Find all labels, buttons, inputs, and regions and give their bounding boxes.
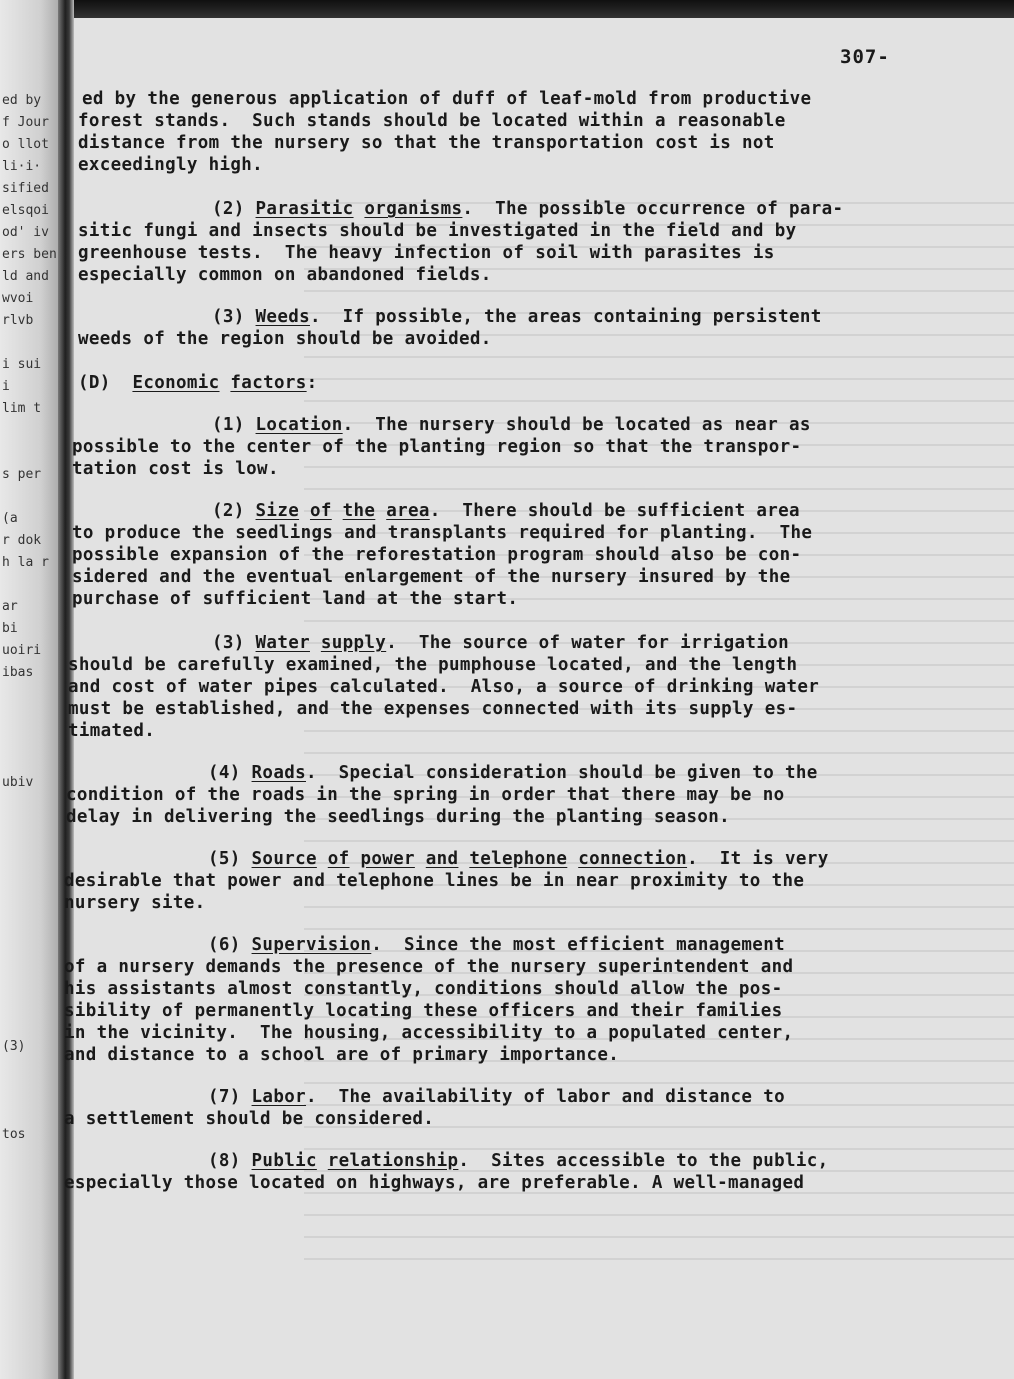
facing-page-fragment bbox=[2, 486, 58, 508]
facing-page-fragment bbox=[2, 1058, 58, 1080]
section-heading-parasitic: (2) Parasitic organisms. The possible occurrence of para- bbox=[212, 199, 844, 219]
facing-page-fragment: (3) bbox=[2, 1039, 26, 1054]
text-line: and cost of water pipes calculated. Also, a source of drinking water bbox=[68, 677, 820, 697]
facing-page-fragment: elsqoi bbox=[2, 203, 49, 218]
text-line: especially common on abandoned fields. bbox=[78, 265, 492, 285]
facing-page-fragment bbox=[2, 706, 58, 728]
facing-page-fragment: sified bbox=[2, 181, 49, 196]
facing-page-fragment bbox=[2, 750, 58, 772]
text-line: exceedingly high. bbox=[78, 155, 264, 175]
text-line: possible expansion of the reforestation program should also be con- bbox=[72, 545, 802, 565]
facing-page-fragment: f Jour bbox=[2, 115, 49, 130]
facing-page-fragment: i sui bbox=[2, 357, 42, 372]
facing-page-fragment bbox=[2, 1102, 58, 1124]
facing-page-fragment bbox=[2, 574, 58, 596]
facing-page-fragment: ibas bbox=[2, 665, 34, 680]
facing-page-fragment bbox=[2, 970, 58, 992]
text-line: to produce the seedlings and transplants required for planting. The bbox=[72, 523, 813, 543]
text-line: purchase of sufficient land at the start. bbox=[72, 589, 519, 609]
facing-page-fragment: li·i· bbox=[2, 159, 42, 174]
facing-page-fragment: bi bbox=[2, 621, 18, 636]
text-line: his assistants almost constantly, conditions should allow the pos- bbox=[64, 979, 783, 999]
text-line: nursery site. bbox=[64, 893, 206, 913]
text-line: must be established, and the expenses connected with its supply es- bbox=[68, 699, 798, 719]
section-heading-location: (1) Location. The nursery should be located as near as bbox=[212, 415, 811, 435]
text-line: desirable that power and telephone lines be in near proximity to the bbox=[64, 871, 805, 891]
facing-page-fragment bbox=[2, 684, 58, 706]
text-line: sibility of permanently locating these officers and their families bbox=[64, 1001, 783, 1021]
facing-page-fragment: ar bbox=[2, 599, 18, 614]
facing-page-fragment: rlvb bbox=[2, 313, 34, 328]
text-line: especially those located on highways, are preferable. A well-managed bbox=[64, 1173, 805, 1193]
facing-page-fragment bbox=[2, 728, 58, 750]
facing-page-fragment: o llot bbox=[2, 137, 49, 152]
facing-page-fragment: i bbox=[2, 379, 10, 394]
section-heading-labor: (7) Labor. The availability of labor and distance to bbox=[208, 1087, 785, 1107]
text-line: tation cost is low. bbox=[72, 459, 279, 479]
text-line: distance from the nursery so that the transportation cost is not bbox=[78, 133, 775, 153]
facing-page-fragment bbox=[2, 816, 58, 838]
facing-page-fragment bbox=[2, 442, 58, 464]
facing-page-fragment: (a bbox=[2, 511, 18, 526]
text-line: a settlement should be considered. bbox=[64, 1109, 435, 1129]
facing-page-fragment: ubiv bbox=[2, 775, 34, 790]
facing-page-fragment: h la r bbox=[2, 555, 49, 570]
facing-page-fragment: s per bbox=[2, 467, 42, 482]
section-heading-water: (3) Water supply. The source of water for irrigation bbox=[212, 633, 789, 653]
section-heading-power: (5) Source of power and telephone connection. It is very bbox=[208, 849, 829, 869]
facing-page-fragment bbox=[2, 882, 58, 904]
section-heading-size: (2) Size of the area. There should be sufficient area bbox=[212, 501, 800, 521]
facing-page-fragment: lim t bbox=[2, 401, 42, 416]
facing-page-fragment bbox=[2, 1014, 58, 1036]
text-line: greenhouse tests. The heavy infection of soil with parasites is bbox=[78, 243, 775, 263]
facing-page-fragment: wvoi bbox=[2, 291, 34, 306]
section-heading-roads: (4) Roads. Special consideration should be given to the bbox=[208, 763, 818, 783]
text-line: should be carefully examined, the pumphouse located, and the length bbox=[68, 655, 798, 675]
text-line: forest stands. Such stands should be located within a reasonable bbox=[78, 111, 786, 131]
section-heading-public: (8) Public relationship. Sites accessible to the public, bbox=[208, 1151, 829, 1171]
text-line: of a nursery demands the presence of the nursery superintendent and bbox=[64, 957, 794, 977]
facing-page-fragment bbox=[2, 904, 58, 926]
facing-page-fragment bbox=[2, 332, 58, 354]
facing-page-fragment bbox=[2, 420, 58, 442]
page-number: 307- bbox=[840, 46, 890, 68]
facing-page-fragment: tos bbox=[2, 1127, 26, 1142]
facing-page-fragment: ers ben bbox=[2, 247, 57, 262]
text-line: in the vicinity. The housing, accessibility to a populated center, bbox=[64, 1023, 794, 1043]
facing-page-fragment bbox=[2, 794, 58, 816]
text-line: sidered and the eventual enlargement of the nursery insured by the bbox=[72, 567, 791, 587]
text-line: condition of the roads in the spring in order that there may be no bbox=[66, 785, 785, 805]
facing-page-text bbox=[2, 90, 58, 1146]
facing-page-fragment bbox=[2, 838, 58, 860]
facing-page-fragment: od' iv bbox=[2, 225, 49, 240]
text-line: sitic fungi and insects should be investigated in the field and by bbox=[78, 221, 797, 241]
text-line: ed by the generous application of duff of leaf-mold from productive bbox=[82, 89, 812, 109]
text-line: weeds of the region should be avoided. bbox=[78, 329, 492, 349]
section-heading-weeds: (3) Weeds. If possible, the areas containing persistent bbox=[212, 307, 822, 327]
text-line: and distance to a school are of primary importance. bbox=[64, 1045, 620, 1065]
facing-page-fragment: ld and bbox=[2, 269, 49, 284]
facing-page-fragment bbox=[2, 1080, 58, 1102]
text-line: delay in delivering the seedlings during the planting season. bbox=[66, 807, 731, 827]
facing-page-fragment bbox=[2, 948, 58, 970]
facing-page-fragment: uoiri bbox=[2, 643, 42, 658]
facing-page-fragment bbox=[2, 992, 58, 1014]
facing-page-fragment: ed by bbox=[2, 93, 42, 108]
facing-page-fragment bbox=[2, 860, 58, 882]
facing-page-fragment: r dok bbox=[2, 533, 42, 548]
text-line: timated. bbox=[68, 721, 156, 741]
section-heading-economic: (D) Economic factors: bbox=[78, 373, 318, 393]
text-line: possible to the center of the planting region so that the transpor- bbox=[72, 437, 802, 457]
section-heading-supervision: (6) Supervision. Since the most efficient management bbox=[208, 935, 785, 955]
facing-page-fragment bbox=[2, 926, 58, 948]
